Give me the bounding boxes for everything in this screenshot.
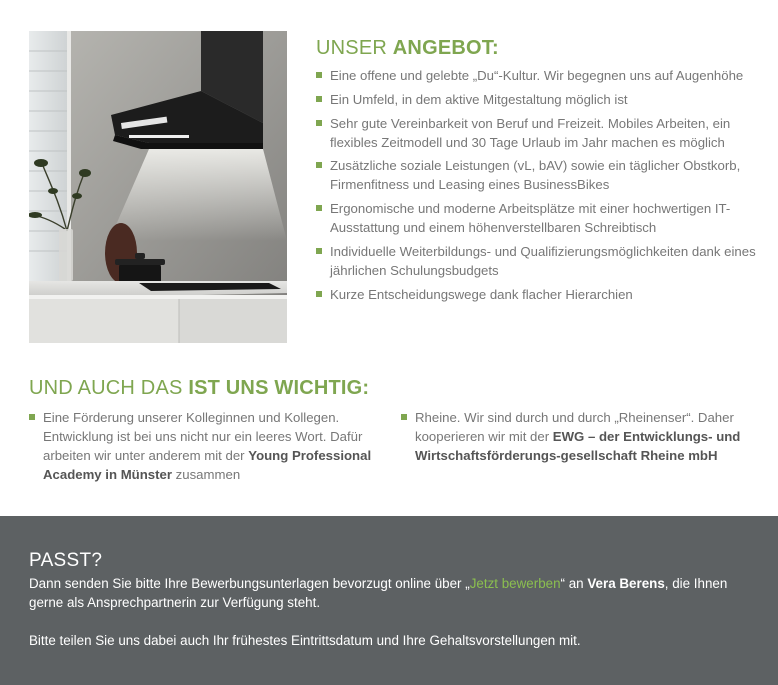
young-professional-academy: Young Professional Academy in Münster	[43, 448, 372, 482]
ewg-name: EWG – der Entwicklungs- und Wirtschaftsförderungs-gesellschaft Rheine mbH	[415, 429, 741, 463]
kitchen-photo-drawing	[29, 31, 287, 343]
square-bullet-icon	[316, 248, 322, 254]
also-right-column	[401, 408, 741, 489]
list-item: Individuelle Weiterbildungs- und Qualifizierungsmöglichkeiten dank eines jährlichen Schulungsbudgets	[316, 242, 761, 280]
offer-heading	[316, 36, 761, 60]
square-bullet-icon	[316, 162, 322, 168]
offer-heading-light: UNSER	[316, 37, 388, 59]
square-bullet-icon	[316, 120, 322, 126]
footer-note-text: Bitte teilen Sie uns dabei auch Ihr frühestes Eintrittsdatum und Ihre Gehaltsvorstellungen mit.	[29, 633, 581, 648]
also-left-column	[29, 408, 401, 489]
apply-now-link[interactable]: Jetzt bewerben	[469, 576, 561, 591]
list-item: Ergonomische und moderne Arbeitsplätze mit einer hochwertigen IT-Ausstattung und einem höhenverstellbaren Schreibtisch	[316, 199, 761, 237]
offer-section	[316, 36, 761, 309]
list-item: Kurze Entscheidungswege dank flacher Hierarchien	[316, 285, 761, 304]
also-important-heading	[29, 376, 759, 400]
square-bullet-icon	[316, 291, 322, 297]
also-columns	[29, 408, 759, 489]
offer-list	[316, 66, 761, 304]
square-bullet-icon	[316, 205, 322, 211]
square-bullet-icon	[316, 72, 322, 78]
square-bullet-icon	[316, 96, 322, 102]
list-item: Ein Umfeld, in dem aktive Mitgestaltung möglich ist	[316, 90, 761, 109]
square-bullet-icon	[401, 414, 407, 420]
list-item: Zusätzliche soziale Leistungen (vL, bAV) sowie ein täglicher Obstkorb, Firmenfitness und Leasing eines BusinessBikes	[316, 156, 761, 194]
list-item: Rheine. Wir sind durch und durch „Rheinenser“. Daher kooperieren wir mit der EWG – der Entwicklungs- und Wirtschaftsförderungs-gesellschaft Rheine mbH	[401, 408, 741, 465]
list-item: Eine Förderung unserer Kolleginnen und Kollegen. Entwicklung ist bei uns nicht nur ein leeres Wort. Dafür arbeiten wir unter anderem mit der Young Professional Academy in Münster zusammen	[29, 408, 401, 484]
square-bullet-icon	[29, 414, 35, 420]
also-heading-bold: IST UNS WICHTIG:	[188, 377, 370, 399]
contact-name: Vera Berens	[587, 576, 665, 591]
also-heading-light: UND AUCH DAS	[29, 377, 183, 399]
list-item: Eine offene und gelebte „Du“-Kultur. Wir begegnen uns auf Augenhöhe	[316, 66, 761, 85]
also-important-section	[29, 376, 759, 489]
footer-apply-text: Dann senden Sie bitte Ihre Bewerbungsunterlagen bevorzugt online über „Jetzt bewerben“ an Vera Berens, die Ihnen gerne als Ansprechpartnerin zur Verfügung steht.	[29, 576, 728, 610]
kitchen-range-hood-photo	[29, 31, 287, 343]
list-item: Sehr gute Vereinbarkeit von Beruf und Freizeit. Mobiles Arbeiten, ein flexibles Zeitmodell und 30 Tage Urlaub im Jahr machen es möglich	[316, 114, 761, 152]
offer-heading-bold: ANGEBOT:	[392, 37, 499, 59]
apply-footer	[0, 516, 778, 685]
footer-heading: PASST?	[29, 550, 103, 571]
